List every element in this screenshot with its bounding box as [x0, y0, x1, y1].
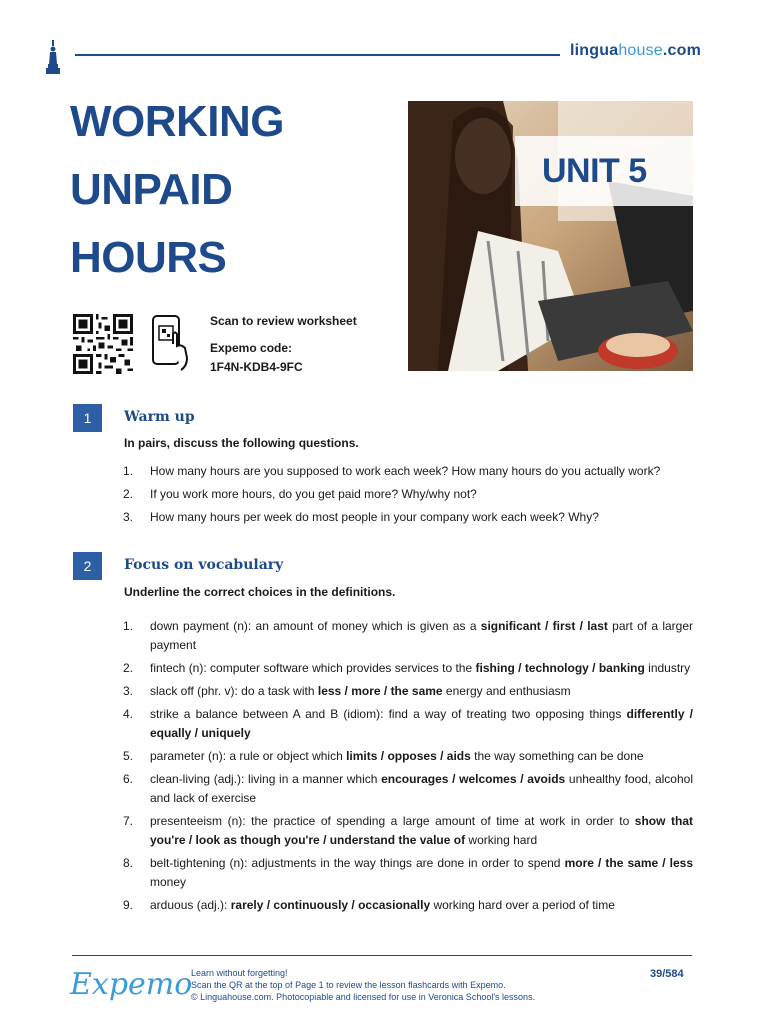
vocab-item — [123, 854, 693, 892]
vocab-definition: arduous (adj.): — [150, 898, 231, 912]
vocab-item — [123, 682, 693, 701]
vocab-choices[interactable]: significant / first / last — [480, 619, 608, 633]
section-1-instruction: In pairs, discuss the following questions. — [124, 436, 359, 450]
vocab-item — [123, 705, 693, 743]
vocab-definition-end: working hard over a period of time — [430, 898, 615, 912]
vocab-definition-end: working hard — [465, 833, 538, 847]
footer-line-2: Scan the QR at the top of Page 1 to review the lesson flashcards with Expemo. — [191, 980, 506, 990]
expemo-logo — [70, 962, 193, 1010]
vocab-choices[interactable]: show that you're / look as though you're / understand the value of — [150, 814, 693, 847]
footer-line-1: Learn without forgetting! — [191, 968, 288, 978]
vocab-definition: fintech (n): computer software which provides services to the — [150, 661, 476, 675]
vocab-definition: belt-tightening (n): adjustments in the way things are done in order to spend — [150, 856, 565, 870]
question-item — [123, 508, 693, 527]
warmup-question-list — [123, 462, 693, 531]
vocab-definition: clean-living (adj.): living in a manner which — [150, 772, 382, 786]
vocab-definition-end: money — [150, 875, 187, 889]
brand-part-2: house — [618, 42, 663, 59]
question-number: 2. — [123, 487, 134, 501]
title-line-3: HOURS — [70, 233, 227, 282]
page-number: 39/584 — [650, 968, 684, 980]
vocab-definition: slack off (phr. v): do a task with — [150, 684, 318, 698]
scan-instruction: Scan to review worksheet — [210, 314, 357, 328]
vocab-number: 4. — [123, 707, 134, 721]
section-1-number: 1 — [73, 404, 102, 432]
vocab-choices[interactable]: limits / opposes / aids — [346, 749, 471, 763]
question-number: 3. — [123, 510, 134, 524]
vocab-definition-end: the way something can be done — [470, 749, 644, 763]
brand-logo — [570, 42, 701, 60]
section-2-title: Focus on vocabulary — [124, 557, 284, 573]
question-item — [123, 462, 693, 481]
title-line-2: UNPAID — [70, 165, 233, 214]
vocab-choices[interactable]: encourages / welcomes / avoids — [381, 772, 566, 786]
vocab-definition-end: industry — [644, 661, 691, 675]
vocab-choices[interactable]: rarely / continuously / occasionally — [230, 898, 431, 912]
vocab-choices[interactable]: more / the same / less — [564, 856, 694, 870]
qr-code-icon — [73, 314, 133, 374]
phone-scan-icon — [151, 314, 191, 372]
vocab-number: 1. — [123, 619, 134, 633]
vocab-definition-end: energy and enthusiasm — [442, 684, 571, 698]
vocab-item — [123, 659, 693, 678]
section-1-title: Warm up — [124, 409, 195, 425]
section-2-instruction: Underline the correct choices in the definitions. — [124, 585, 396, 599]
brand-part-1: lingua — [570, 42, 619, 59]
expemo-code-label: Expemo code: — [210, 341, 293, 355]
vocabulary-list — [123, 617, 693, 919]
question-text: How many hours per week do most people in your company work each week? Why? — [150, 510, 599, 524]
vocab-definition: strike a balance between A and B (idiom): find a way of treating two opposing things — [150, 707, 627, 721]
vocab-definition: down payment (n): an amount of money which is given as a — [150, 619, 481, 633]
section-2-number: 2 — [73, 552, 102, 580]
unit-label: UNIT 5 — [542, 152, 647, 190]
vocab-definition-end: unhealthy food, alcohol and lack of exercise — [150, 772, 693, 805]
question-text: If you work more hours, do you get paid more? Why/why not? — [150, 487, 477, 501]
vocab-number: 5. — [123, 749, 134, 763]
vocab-choices[interactable]: fishing / technology / banking — [475, 661, 645, 675]
vocab-definition: parameter (n): a rule or object which — [150, 749, 347, 763]
hero-photo — [408, 101, 693, 371]
vocab-item — [123, 747, 693, 766]
vocab-choices[interactable]: less / more / the same — [317, 684, 443, 698]
vocab-item — [123, 617, 693, 655]
question-number: 1. — [123, 464, 134, 478]
vocab-number: 8. — [123, 856, 134, 870]
statue-of-liberty-icon — [46, 40, 60, 74]
vocab-definition: presenteeism (n): the practice of spending a large amount of time at work in order to — [150, 814, 635, 828]
vocab-item — [123, 896, 693, 915]
vocab-definition-end: part of a larger payment — [150, 619, 694, 652]
vocab-number: 3. — [123, 684, 134, 698]
vocab-number: 2. — [123, 661, 134, 675]
question-text: How many hours are you supposed to work each week? How many hours do you actually work? — [150, 464, 661, 478]
vocab-number: 7. — [123, 814, 134, 828]
unit-badge — [515, 136, 693, 206]
question-item — [123, 485, 693, 504]
vocab-choices[interactable]: differently / equally / uniquely — [150, 707, 693, 740]
vocab-item — [123, 770, 693, 808]
vocab-item — [123, 812, 693, 850]
header-rule — [75, 54, 560, 56]
vocab-number: 6. — [123, 772, 134, 786]
expemo-logo-text: Expemo — [70, 967, 193, 1002]
title-line-1: WORKING — [70, 97, 285, 146]
vocab-number: 9. — [123, 898, 134, 912]
footer-line-3: © Linguahouse.com. Photocopiable and licensed for use in Veronica School's lessons. — [191, 992, 536, 1002]
footer-rule — [72, 955, 692, 956]
expemo-code-value: 1F4N-KDB4-9FC — [210, 360, 303, 374]
brand-part-3: .com — [662, 42, 702, 59]
